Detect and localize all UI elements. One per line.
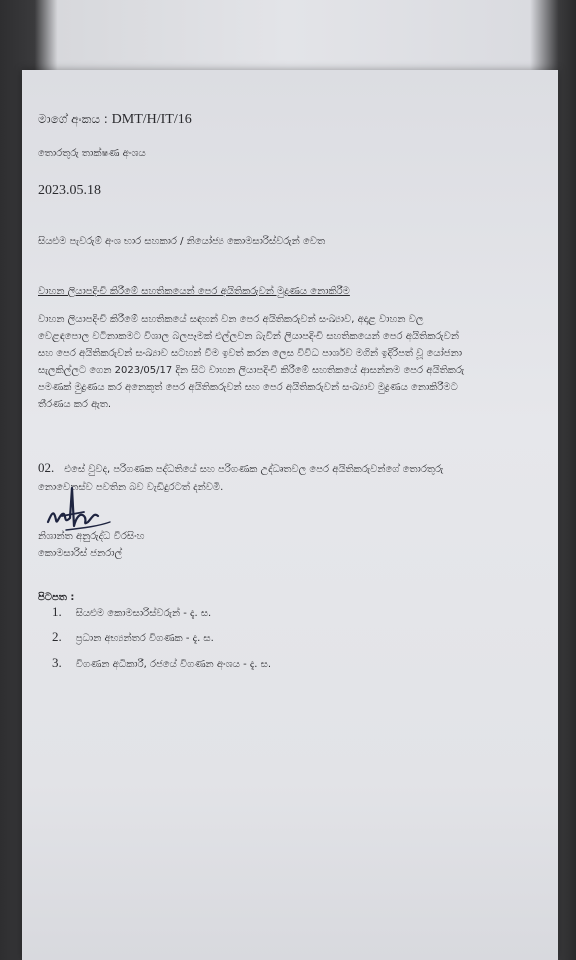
copy-number: 1. bbox=[52, 604, 62, 619]
copy-item bbox=[52, 604, 211, 620]
paragraph-1-line: පමණක් මුද්‍රණය කර අනෙකුත් පෙර අයිතිකරුවන් සහ පෙර අයිතිකරුවන් සංඛ්‍යාව මුද්‍රණය නොකිරීමට bbox=[38, 382, 458, 393]
letter-date: 2023.05.18 bbox=[38, 183, 101, 198]
paragraph-number: 02. bbox=[38, 460, 55, 475]
paragraph-2-line bbox=[38, 459, 538, 479]
paragraph-1-line: සැලකිල්ලට ගෙන 2023/05/17 දින සිට වාහන ලියාපදිංචි කිරීමේ සහතිකයේ ආසන්නම පෙර අයිතිකරු bbox=[38, 365, 465, 376]
department-name: තොරතුරු තාක්ෂණ අංශය bbox=[38, 148, 146, 159]
signatory-title: කොමසාරිස් ජනරාල් bbox=[38, 548, 123, 559]
copy-number: 2. bbox=[52, 629, 62, 644]
copy-text: විගණන අධිකාරී, රජයේ විගණන අංශය - දැ. ස. bbox=[75, 659, 272, 670]
paragraph-2-text: එසේ වුවද, පරිගණක පද්ධතියේ සහ පරිගණක උද්ධෘතවල පෙර අයිතිකරුවන්ගේ තොරතුරු bbox=[64, 464, 444, 475]
reference-number: DMT/H/IT/16 bbox=[111, 112, 192, 127]
paragraph-1-line: වාහන ලියාපදිංචි කිරීමේ සහතිකයේ සඳහන් වන පෙර අයිතිකරුවන් සංඛ්‍යාව, අදාළ වාහන වල bbox=[38, 314, 424, 325]
copy-item bbox=[52, 629, 214, 645]
paragraph-1-line: වෙළඳපොල වටිනාකමට විශාල බලපෑමක් එල්ලවන බැවින් ලියාපදිංචි සහතිකයෙන් පෙර අයිතිකරුවන් bbox=[38, 331, 459, 342]
reference-line bbox=[38, 112, 192, 128]
copy-item bbox=[52, 655, 271, 671]
signatory-name: නිශාන්ත අනුරුද්ධ වීරසිංහ bbox=[38, 531, 145, 542]
copies-label: පිටපත : bbox=[38, 592, 75, 603]
subject-heading: වාහන ලියාපදිංචි කිරීමේ සහතිකයෙන් පෙර අයිතිකරුවන් මුද්‍රණය නොකිරීම bbox=[38, 286, 350, 297]
paragraph-1-line: සහ පෙර අයිතිකරුවන් සංඛ්‍යාව සටහන් වීම ඉවත් කරන ලෙස විවිධ පාර්ශව මගින් ඉදිරිපත් වූ යෝජනා bbox=[38, 348, 462, 359]
copy-text: සියළුම කොමසාරිස්වරුන් - දැ. ස. bbox=[75, 608, 212, 619]
copy-number: 3. bbox=[52, 655, 62, 670]
paragraph-1 bbox=[38, 311, 538, 413]
paragraph-1-line: තීරණය කර ඇත. bbox=[38, 399, 112, 410]
copy-text: ප්‍රධාන අභ්‍යන්තර විගණක - දැ. ස. bbox=[75, 633, 214, 644]
paragraph-2-line: නොවෙනස්ව පවතින බව වැඩිදුරටත් දන්වමි. bbox=[38, 482, 224, 493]
addressee: සියළුම පැවරුම් අංශ භාර සහකාර / නියෝජ්‍ය කොමසාරිස්වරුන් වෙත bbox=[38, 236, 326, 247]
reference-label: මාගේ අංකය : bbox=[38, 112, 108, 126]
